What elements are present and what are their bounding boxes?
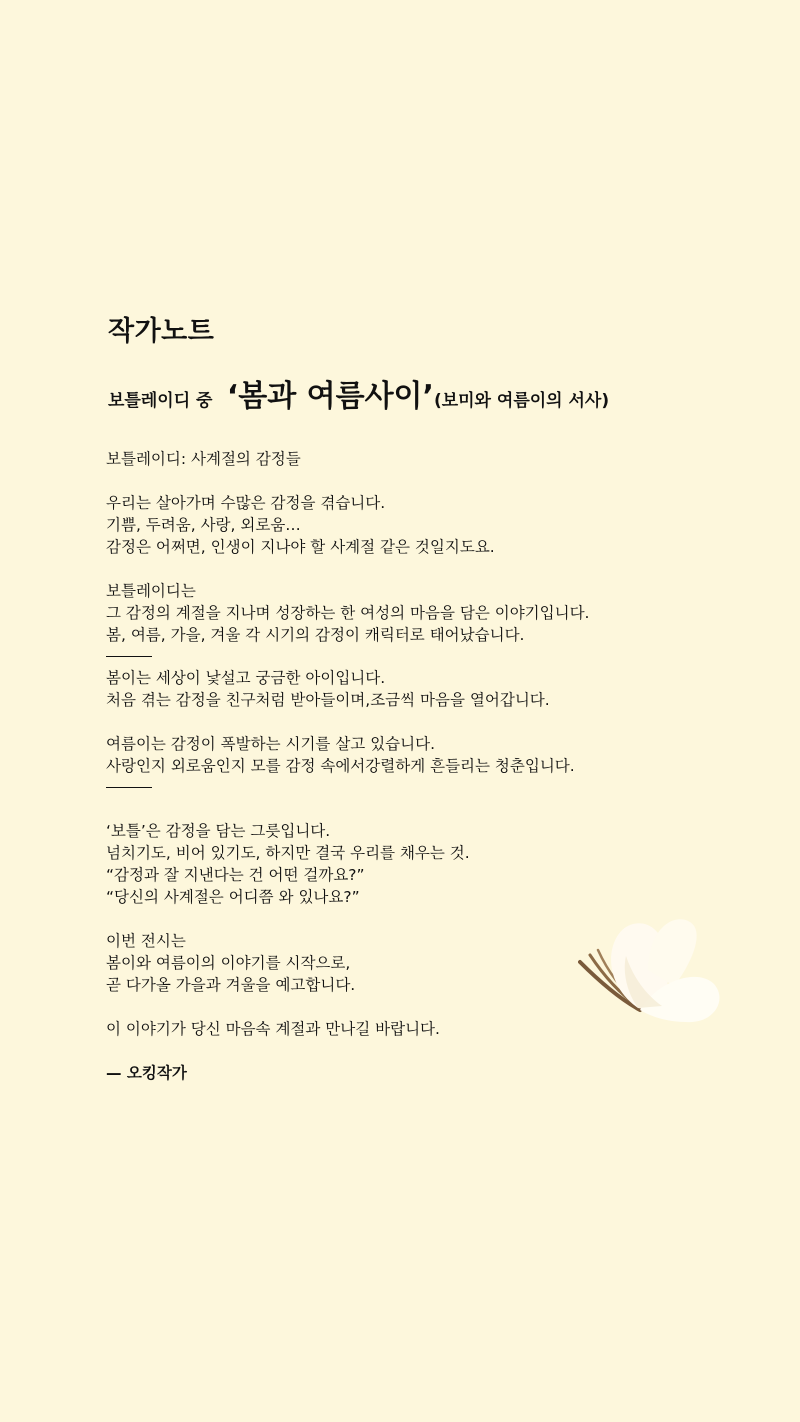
text-line: 그 감정의 계절을 지나며 성장하는 한 여성의 마음을 담은 이야기입니다.: [106, 604, 590, 622]
text-line: 사랑인지 외로움인지 모를 감정 속에서강렬하게 흔들리는 청춘입니다.: [106, 757, 575, 775]
text-line: 곧 다가올 가을과 겨울을 예고합니다.: [106, 976, 356, 994]
text-line: “당신의 사계절은 어디쯤 와 있나요?”: [106, 888, 360, 906]
subtitle-title: ‘봄과 여름사이’: [226, 379, 434, 414]
text-line: ‘보틀’은 감정을 담는 그릇입니다.: [106, 822, 331, 840]
subtitle: [108, 372, 768, 426]
text-line: 이 이야기가 당신 마음속 계절과 만나길 바랍니다.: [106, 1020, 440, 1038]
text-line: 봄, 여름, 가을, 겨울 각 시기의 감정이 캐릭터로 태어났습니다.: [106, 626, 525, 644]
signature: — 오킹작가: [106, 1064, 187, 1082]
paragraph-bomi: [106, 667, 686, 711]
text-line: “감정과 잘 지낸다는 건 어떤 걸까요?”: [106, 866, 365, 884]
section-divider: [106, 656, 152, 657]
paragraph-bottle-lady: [106, 580, 686, 646]
text-line: 봄이와 여름이의 이야기를 시작으로,: [106, 954, 351, 972]
text-line: 이번 전시는: [106, 932, 186, 950]
text-line: 기쁨, 두려움, 사랑, 외로움…: [106, 516, 301, 534]
paragraph-intro: [106, 448, 686, 470]
paragraph-bottle: [106, 820, 686, 908]
paragraph-emotions: [106, 492, 686, 558]
text-line: 넘치기도, 비어 있기도, 하지만 결국 우리를 채우는 것.: [106, 844, 470, 862]
text-line: 여름이는 감정이 폭발하는 시기를 살고 있습니다.: [106, 735, 436, 753]
section-divider: [106, 787, 152, 788]
page-title: 작가노트: [108, 316, 215, 347]
text-line: 처음 겪는 감정을 친구처럼 받아들이며,조금씩 마음을 열어갑니다.: [106, 691, 550, 709]
text-line: 봄이는 세상이 낯설고 궁금한 아이입니다.: [106, 669, 386, 687]
text-line: 우리는 살아가며 수많은 감정을 겪습니다.: [106, 494, 386, 512]
text-line: 보틀레이디: 사계절의 감정들: [106, 450, 301, 468]
leaf-illustration: [578, 910, 728, 1035]
text-line: 보틀레이디는: [106, 582, 196, 600]
subtitle-suffix: (보미와 여름이의 서사): [433, 391, 610, 411]
paragraph-yeoreumi: [106, 733, 686, 777]
text-line: 감정은 어쩌면, 인생이 지나야 할 사계절 같은 것일지도요.: [106, 538, 495, 556]
subtitle-prefix: 보틀레이디 중: [108, 391, 213, 411]
